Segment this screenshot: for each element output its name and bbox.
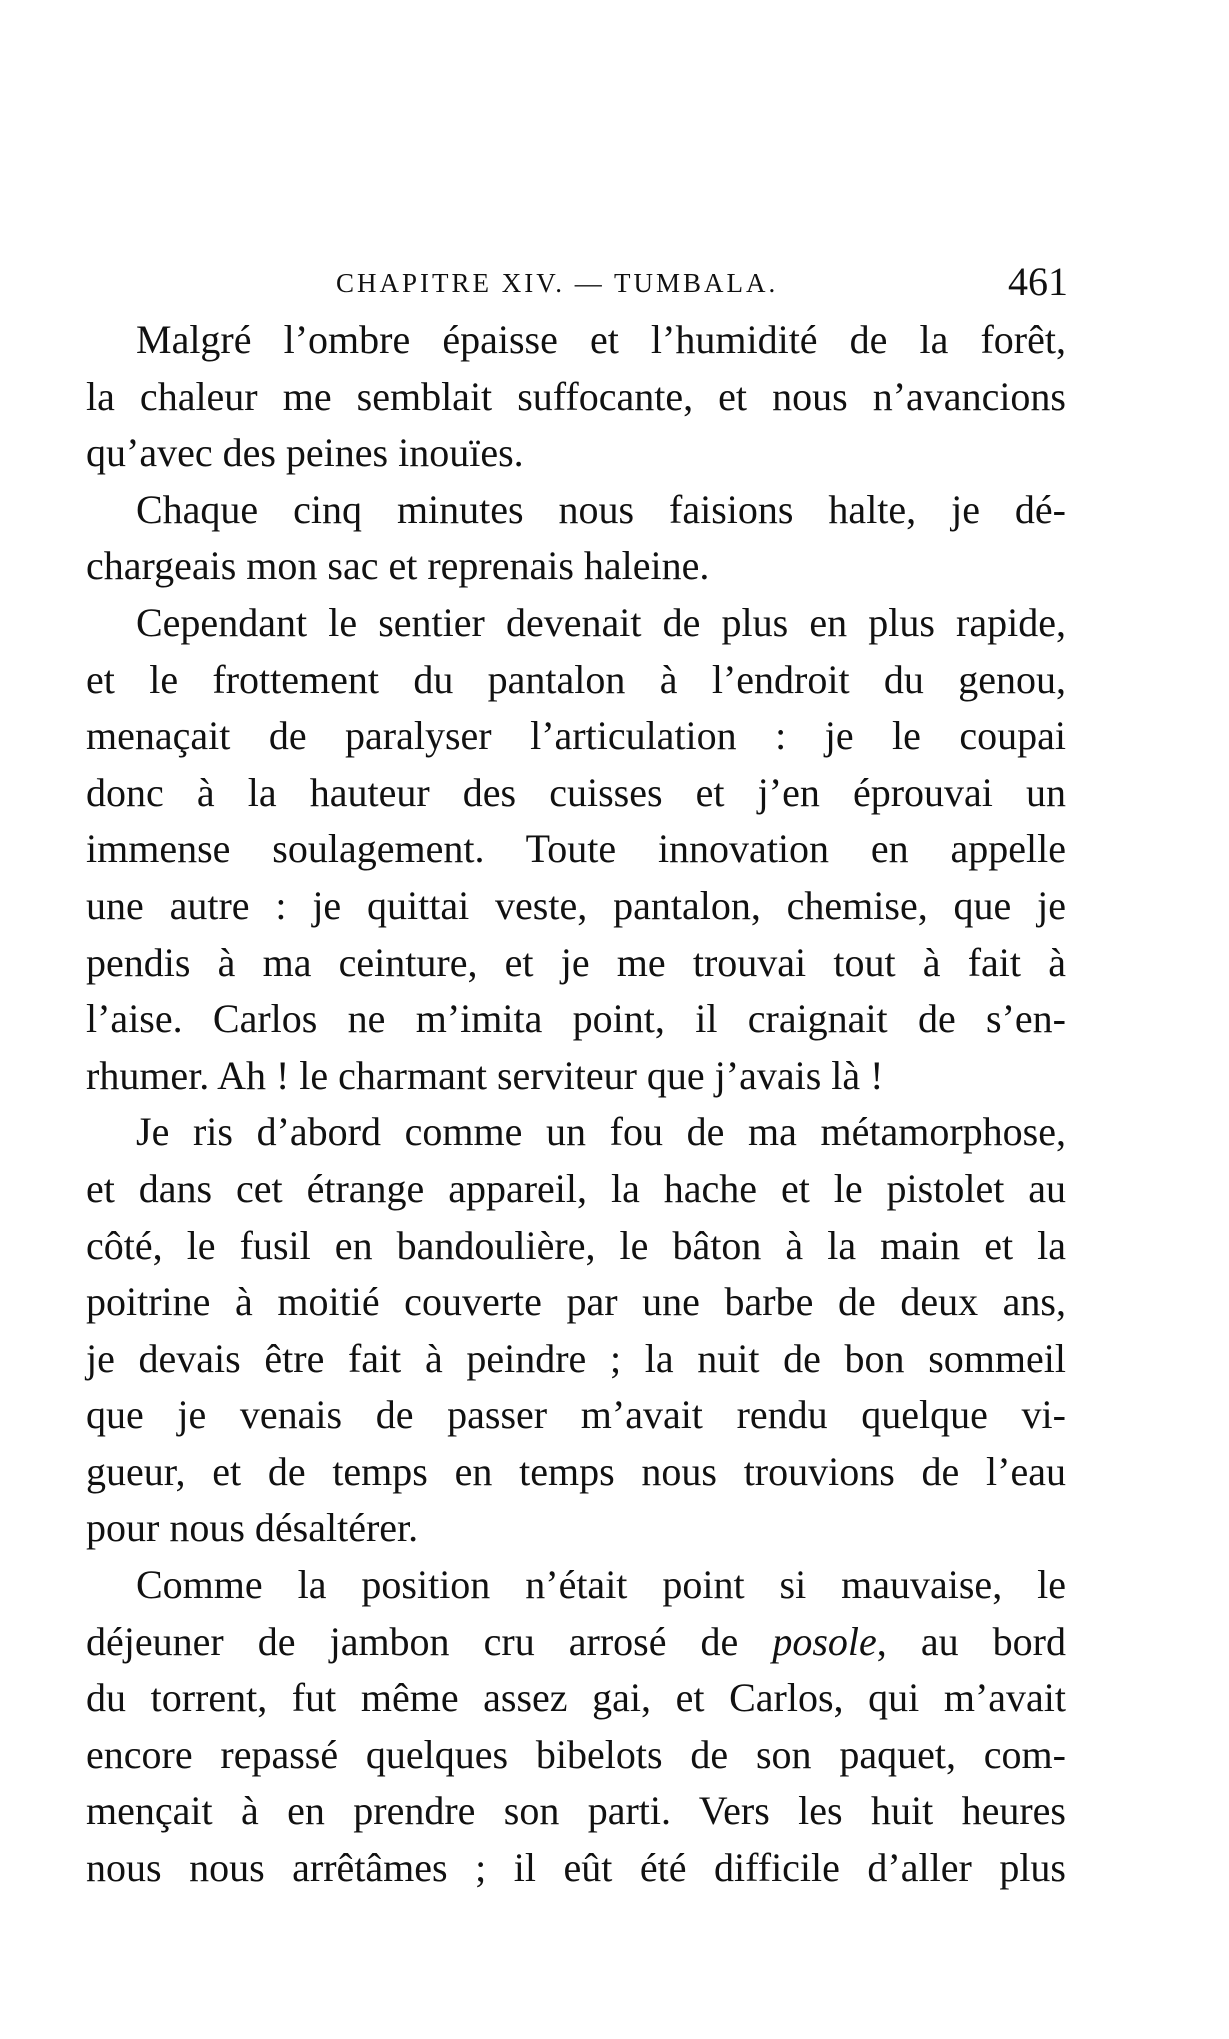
- text-segment: , au bord: [876, 1618, 1066, 1664]
- text-line: encore repassé quelques bibelots de son paquet, com-: [86, 1731, 1066, 1777]
- text-line: pour nous désaltérer.: [86, 1505, 419, 1551]
- text-line: rhumer. Ah ! le charmant serviteur que j’avais là !: [86, 1052, 884, 1098]
- text-line: poitrine à moitié couverte par une barbe de deux ans,: [86, 1279, 1066, 1325]
- text-line: Malgré l’ombre épaisse et l’humidité de la forêt,: [136, 317, 1066, 362]
- text-line: la chaleur me semblait suffocante, et nous n’avancions: [86, 373, 1066, 419]
- page-header: [86, 258, 1086, 308]
- text-line: que je venais de passer m’avait rendu quelque vi-: [86, 1392, 1066, 1438]
- text-line: nous nous arrêtâmes ; il eût été difficile d’aller plus: [86, 1845, 1066, 1891]
- italic-word: posole: [772, 1618, 877, 1664]
- text-line: et le frottement du pantalon à l’endroit du genou,: [86, 656, 1066, 702]
- text-line: menaçait de paralyser l’articulation : je le coupai: [86, 713, 1066, 759]
- text-line: Je ris d’abord comme un fou de ma métamorphose,: [136, 1109, 1066, 1155]
- text-line: du torrent, fut même assez gai, et Carlos, qui m’avait: [86, 1675, 1066, 1721]
- text-line-with-italic: [86, 1614, 1066, 1671]
- text-line: donc à la hauteur des cuisses et j’en éprouvai un: [86, 769, 1066, 815]
- text-line: je devais être fait à peindre ; la nuit de bon sommeil: [86, 1335, 1066, 1381]
- text-segment: déjeuner de jambon cru arrosé de: [86, 1618, 773, 1664]
- text-line: mençait à en prendre son parti. Vers les huit heures: [86, 1788, 1066, 1834]
- text-line: côté, le fusil en bandoulière, le bâton à la main et la: [86, 1222, 1066, 1268]
- text-line: qu’avec des peines inouïes.: [86, 430, 524, 476]
- text-line: Chaque cinq minutes nous faisions halte, je dé-: [136, 486, 1066, 532]
- text-line: l’aise. Carlos ne m’imita point, il craignait de s’en-: [86, 996, 1066, 1042]
- text-line: chargeais mon sac et reprenais haleine.: [86, 543, 710, 589]
- text-line: gueur, et de temps en temps nous trouvions de l’eau: [86, 1448, 1066, 1494]
- page-number: 461: [1008, 259, 1068, 304]
- text-line: Comme la position n’était point si mauvaise, le: [136, 1562, 1066, 1608]
- text-line: pendis à ma ceinture, et je me trouvai tout à fait à: [86, 939, 1066, 985]
- body-text: [86, 312, 1066, 1897]
- text-line: Cependant le sentier devenait de plus en plus rapide,: [136, 599, 1066, 645]
- text-line: une autre : je quittai veste, pantalon, chemise, que je: [86, 882, 1066, 928]
- running-title: CHAPITRE XIV. — TUMBALA.: [336, 268, 779, 298]
- text-line: immense soulagement. Toute innovation en appelle: [86, 826, 1066, 872]
- text-line: et dans cet étrange appareil, la hache et le pistolet au: [86, 1165, 1066, 1211]
